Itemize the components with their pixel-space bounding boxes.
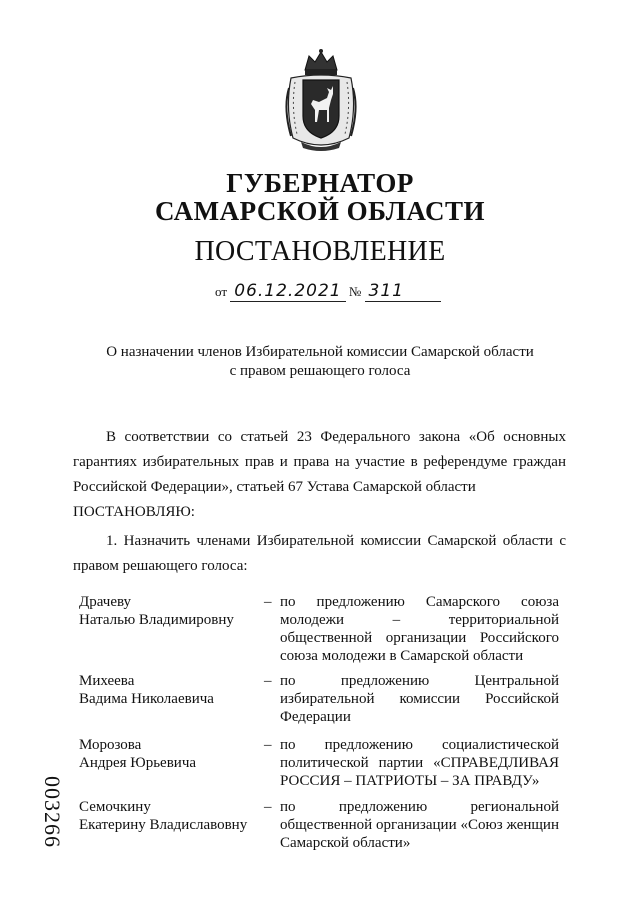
title-governor: ГУБЕРНАТОР — [226, 168, 414, 198]
document-number: 311 — [368, 281, 404, 301]
appointee-nomination: по предложению Самарского союза молодежи – территориальной общественной организации Российского союза молодежи в Самарской области — [280, 594, 559, 664]
appointee-dash: – — [264, 737, 272, 753]
coat-of-arms-emblem — [283, 48, 359, 154]
appointee-name — [79, 672, 264, 708]
preamble-paragraph — [73, 425, 566, 525]
subject-line-1: О назначении членов Избирательной комиссии Самарской области — [106, 344, 534, 360]
registration-stamp — [20, 775, 80, 855]
number-label: № — [348, 284, 362, 299]
date-prefix: от — [215, 284, 228, 299]
decree-word: ПОСТАНОВЛЯЮ: — [73, 504, 195, 520]
appointee-given-names: Вадима Николаевича — [79, 691, 214, 707]
appointee-nomination: по предложению Центральной избирательной комиссии Российской Федерации — [280, 673, 559, 725]
appointee-surname: Морозова — [79, 737, 142, 753]
appointee-nomination: по предложению региональной общественной организации «Союз женщин Самарской области» — [280, 799, 559, 851]
appointee-nomination: по предложению социалистической политической партии «СПРАВЕДЛИВАЯ РОССИЯ – ПАТРИОТЫ – ЗА ПРАВДУ» — [280, 737, 559, 789]
appointee-name — [79, 593, 264, 629]
point-1-text: 1. Назначить членами Избирательной комиссии Самарской области с правом решающего голоса: — [73, 533, 566, 574]
appointee-surname: Семочкину — [79, 799, 151, 815]
date-number-line — [215, 281, 441, 302]
appointee-given-names: Андрея Юрьевича — [79, 755, 197, 771]
document-date: 06.12.2021 — [234, 281, 342, 301]
appointee-dash: – — [264, 799, 272, 815]
appointee-given-names: Наталью Владимировну — [79, 612, 234, 628]
document-subject — [0, 343, 640, 381]
appointee-dash: – — [264, 673, 272, 689]
stamp-number: 003266 — [40, 776, 65, 848]
document-type: ПОСТАНОВЛЕНИЕ — [194, 236, 446, 267]
point-1-paragraph — [73, 529, 566, 579]
appointee-dash: – — [264, 594, 272, 610]
subject-line-2: с правом решающего голоса — [229, 363, 411, 379]
appointee-name — [79, 736, 264, 772]
appointee-given-names: Екатерину Владиславовну — [79, 817, 248, 833]
title-region: САМАРСКОЙ ОБЛАСТИ — [154, 196, 486, 226]
appointee-name — [79, 798, 264, 834]
appointee-surname: Драчеву — [79, 594, 132, 610]
preamble-text: В соответствии со статьей 23 Федерального закона «Об основных гарантиях избирательных прав и права на участие в референдуме граждан Российской Федерации», статьей 67 Устава Самарской области — [73, 429, 566, 495]
appointee-surname: Михеева — [79, 673, 135, 689]
